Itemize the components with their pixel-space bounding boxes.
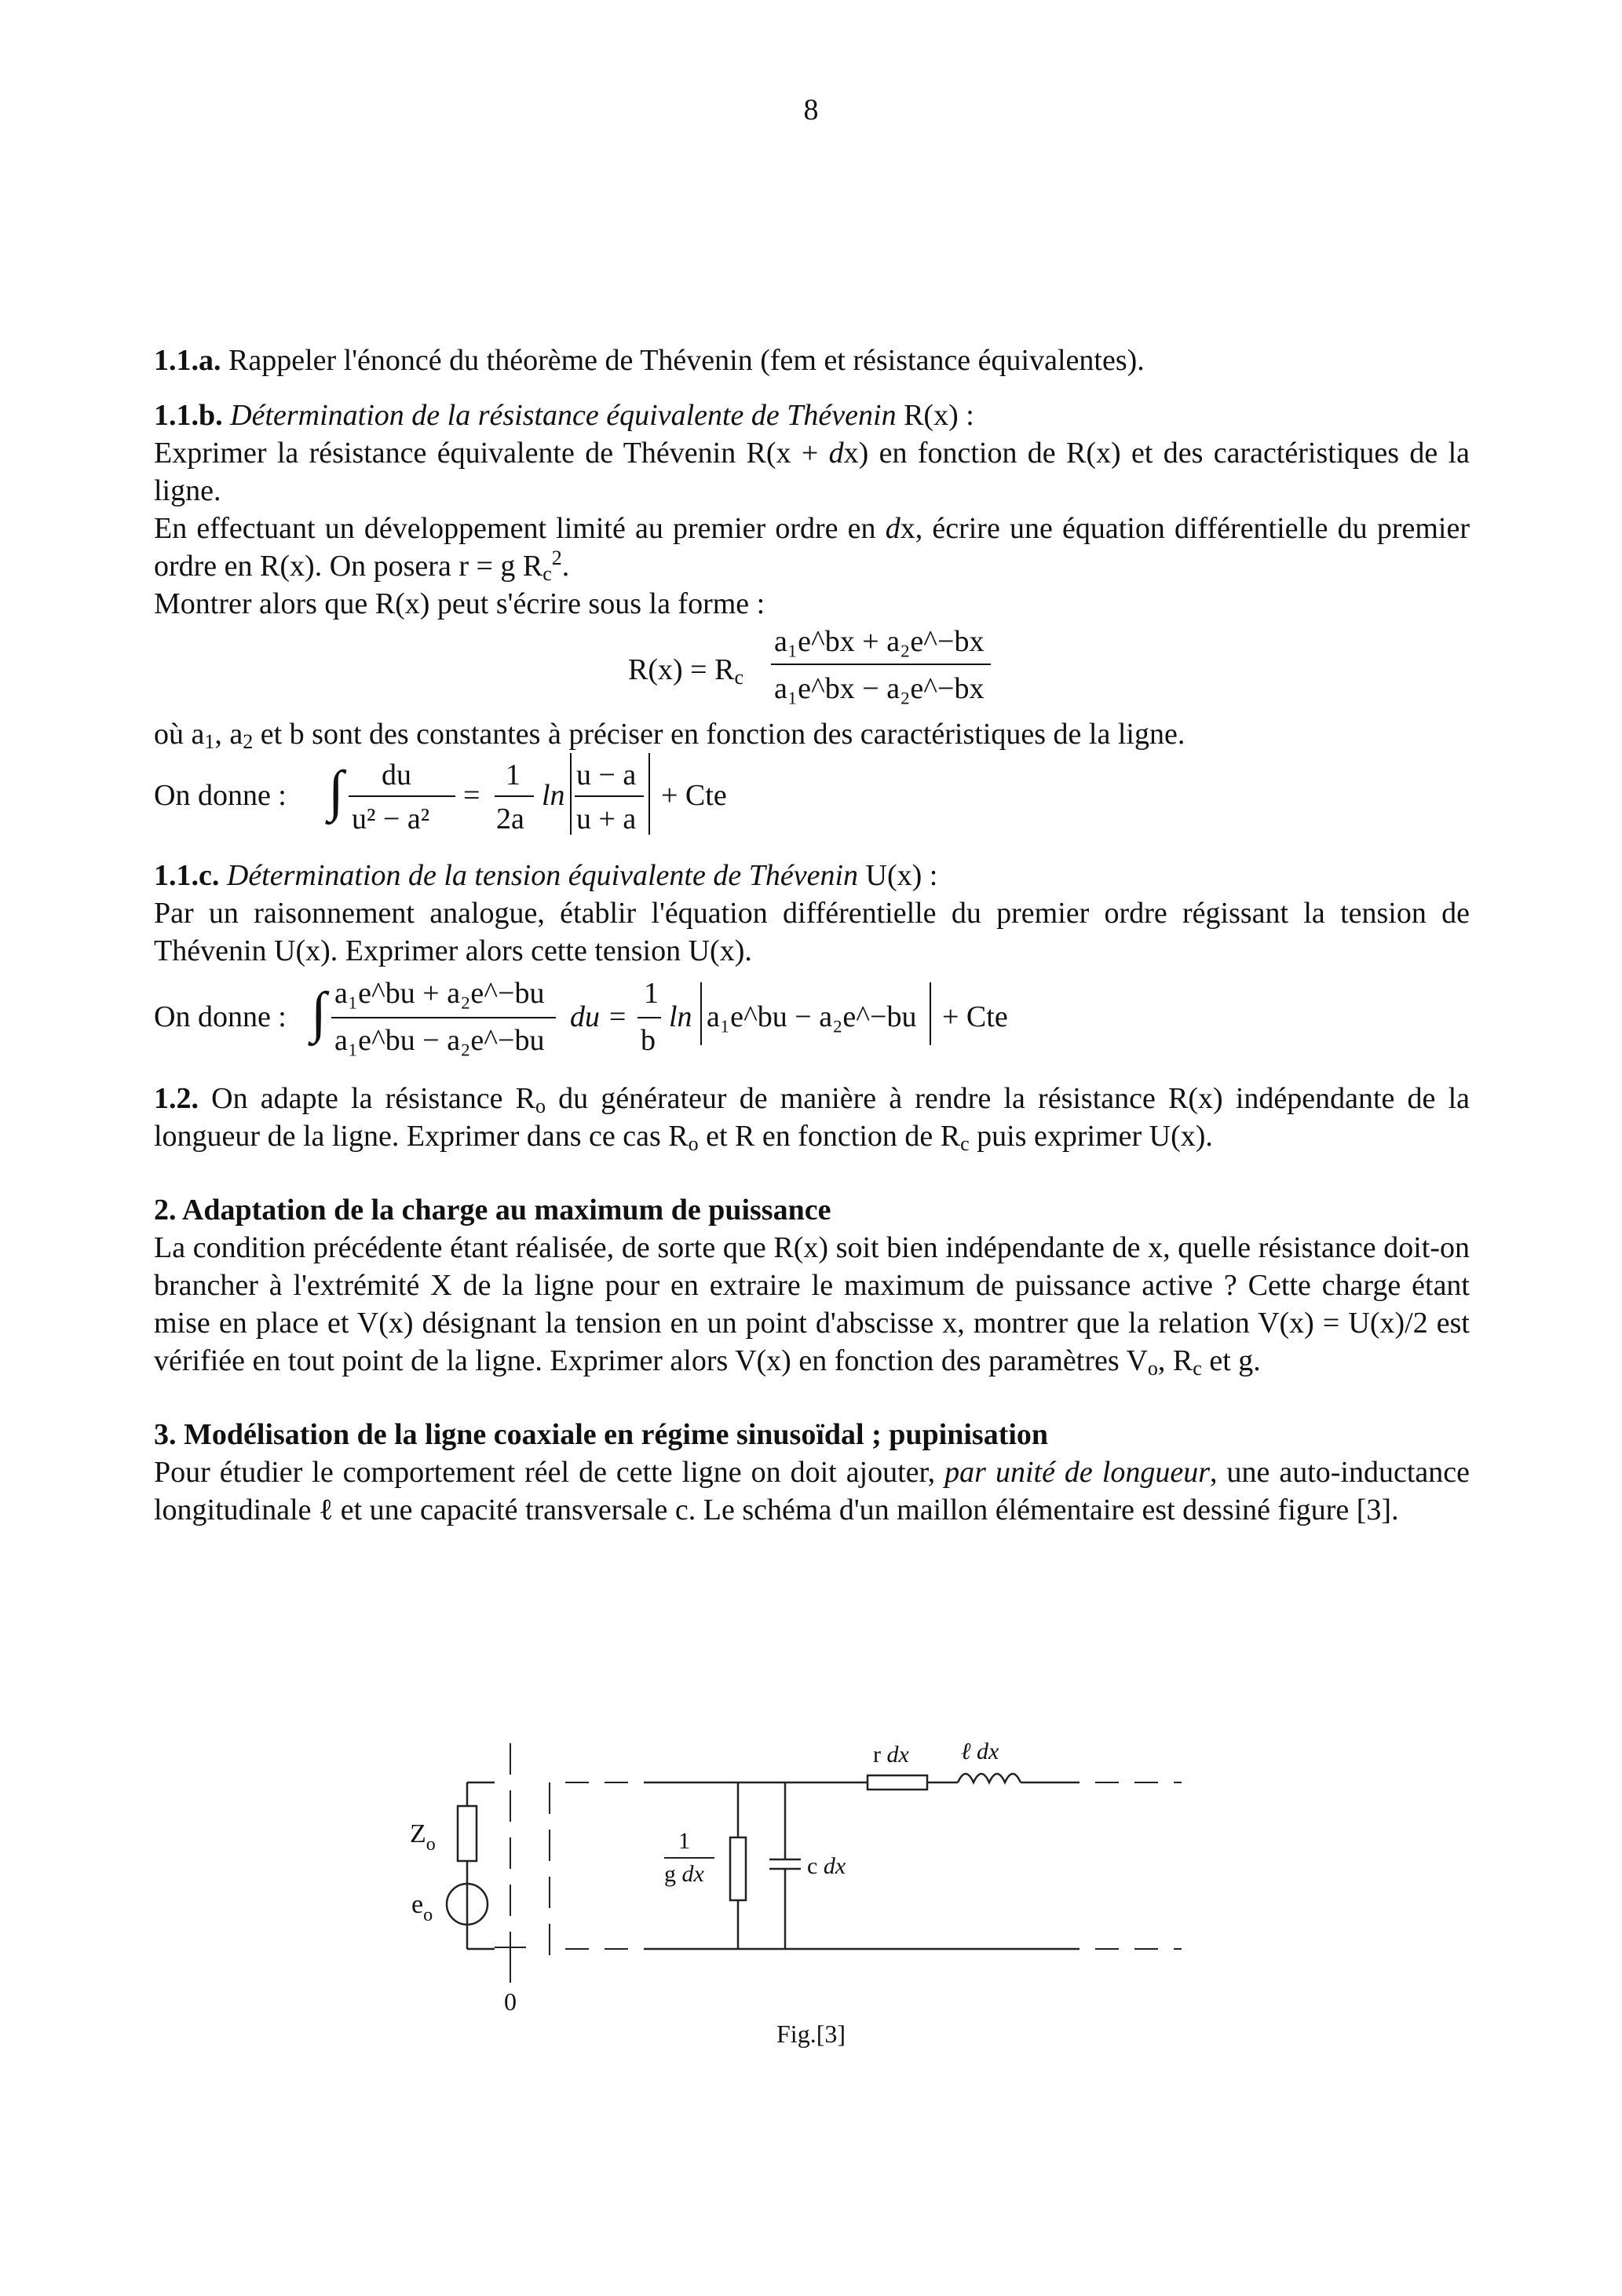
question-number: 1.1.b. — [154, 399, 223, 432]
paragraph: Exprimer la résistance équivalente de Thévenin R(x + dx) en fonction de R(x) et des caractéristiques de la ligne. — [154, 437, 1470, 507]
section-3-title: 3. Modélisation de la ligne coaxiale en régime sinusoïdal ; pupinisation — [154, 1418, 1049, 1451]
eo-label: $e_o$ — [411, 1890, 433, 1925]
page-number: 8 — [803, 93, 819, 126]
conductance-resistor — [730, 1782, 746, 1949]
fraction-bar — [331, 1017, 556, 1018]
paragraph: Montrer alors que R(x) peut s'écrire sous la forme : — [154, 587, 765, 620]
paragraph: où $a_1$, $a_2$ et b sont des constantes à préciser en fonction des caractéristiques de la ligne. — [154, 718, 1185, 753]
paragraph: En effectuant un développement limité au premier ordre en dx, écrire une équation différentielle du premier ordre en R(x). On posera r = g $R_c^2$. — [154, 512, 1470, 585]
circuit-figure — [377, 1727, 1256, 2026]
question-number: 1.1.a. — [154, 344, 221, 377]
generator — [447, 1782, 495, 1949]
fraction-bar — [637, 1017, 661, 1018]
line-stubs-right — [1095, 1782, 1182, 1949]
question-1-2: 1.2. On adapte la résistance $R_o$ du générateur de manière à rendre la résistance R(x) indépendante de la longueur de la ligne. Exprimer dans ce cas $R_o$ et R en fonction de $R_c$ puis exprimer U(x). — [154, 1082, 1470, 1155]
question-number: 1.1.c. — [154, 859, 220, 892]
fraction-bar — [771, 664, 991, 665]
integral-sign: ∫ — [311, 981, 327, 1044]
equation-rx: $R(x) = R_c$ a₁e^bx + a₂e^−bx a₁e^bx − a₂e^−bx — [154, 623, 1470, 711]
paragraph: Par un raisonnement analogue, établir l'équation différentielle du premier ordre régissant la tension de Thévenin U(x). Exprimer alors cette tension U(x). — [154, 897, 1470, 967]
series-resistor — [868, 1775, 958, 1790]
question-1-1-b-heading: 1.1.b. Détermination de la résistance équivalente de Thévenin R(x) : — [154, 399, 974, 432]
section-3-text: Pour étudier le comportement réel de cette ligne on doit ajouter, par unité de longueur, une auto-inductance longitudinale ℓ et une capacité transversale c. Le schéma d'un maillon élémentaire est dessiné figure [3]. — [154, 1456, 1470, 1526]
origin-label: 0 — [504, 1987, 517, 2016]
fraction-bar — [495, 795, 534, 797]
line-stubs-left — [565, 1782, 628, 1949]
reference-lines — [495, 1743, 550, 1983]
question-title: Détermination de la tension équivalente de Thévenin — [219, 859, 858, 892]
question-number: 1.2. — [154, 1082, 199, 1115]
series-resistor-label: r dx — [873, 1742, 909, 1768]
capacitor — [769, 1782, 801, 1949]
given-integral-1: On donne : ∫ du u² − a² = 1 2a ln u − a u + a + Cte — [154, 753, 1470, 839]
inductor-label: ℓ dx — [961, 1738, 999, 1764]
capacitor-label: c dx — [807, 1853, 846, 1879]
question-1-1-a — [154, 342, 1470, 379]
equation-denominator: a₁e^bx − a₂e^−bx — [774, 672, 985, 705]
question-1-1-c-heading: 1.1.c. Détermination de la tension équivalente de Thévenin U(x) : — [154, 859, 938, 892]
section-2-title: 2. Adaptation de la charge au maximum de puissance — [154, 1194, 831, 1227]
given-integral-2: On donne : ∫ a₁e^bu + a₂e^−bu a₁e^bu − a₂e^−bu du = 1 b ln a₁e^bu − a₂e^−bu + Cte — [154, 977, 1008, 1057]
zo-label: $Z_o$ — [410, 1819, 436, 1855]
document-body — [154, 342, 1470, 1529]
figure-caption: Fig.[3] — [776, 2020, 846, 2048]
section-2-text: La condition précédente étant réalisée, de sorte que R(x) soit bien indépendante de x, quelle résistance doit-on brancher à l'extrémité X de la ligne pour en extraire le maximum de puissance active ? Cette charge étant mise en place et V(x) désignant la tension en un point d'abscisse x, montrer que la relation V(x) = U(x)/2 est vérifiée en tout point de la ligne. Exprimer alors V(x) en fonction des paramètres $V_o$, $R_c$ et g. — [154, 1231, 1470, 1380]
conductance-numerator: 1 — [678, 1828, 690, 1854]
inductor — [958, 1774, 1021, 1782]
fraction-bar — [349, 795, 455, 797]
zo-resistor — [458, 1806, 477, 1861]
fraction-bar — [575, 795, 644, 797]
conductance-denominator: g dx — [664, 1861, 704, 1887]
integral-sign: ∫ — [328, 759, 344, 822]
question-text: Rappeler l'énoncé du théorème de Thévenin (fem et résistance équivalentes). — [221, 344, 1145, 377]
equation-numerator: a₁e^bx + a₂e^−bx — [774, 625, 985, 658]
question-title: Détermination de la résistance équivalente de Thévenin — [222, 399, 897, 432]
